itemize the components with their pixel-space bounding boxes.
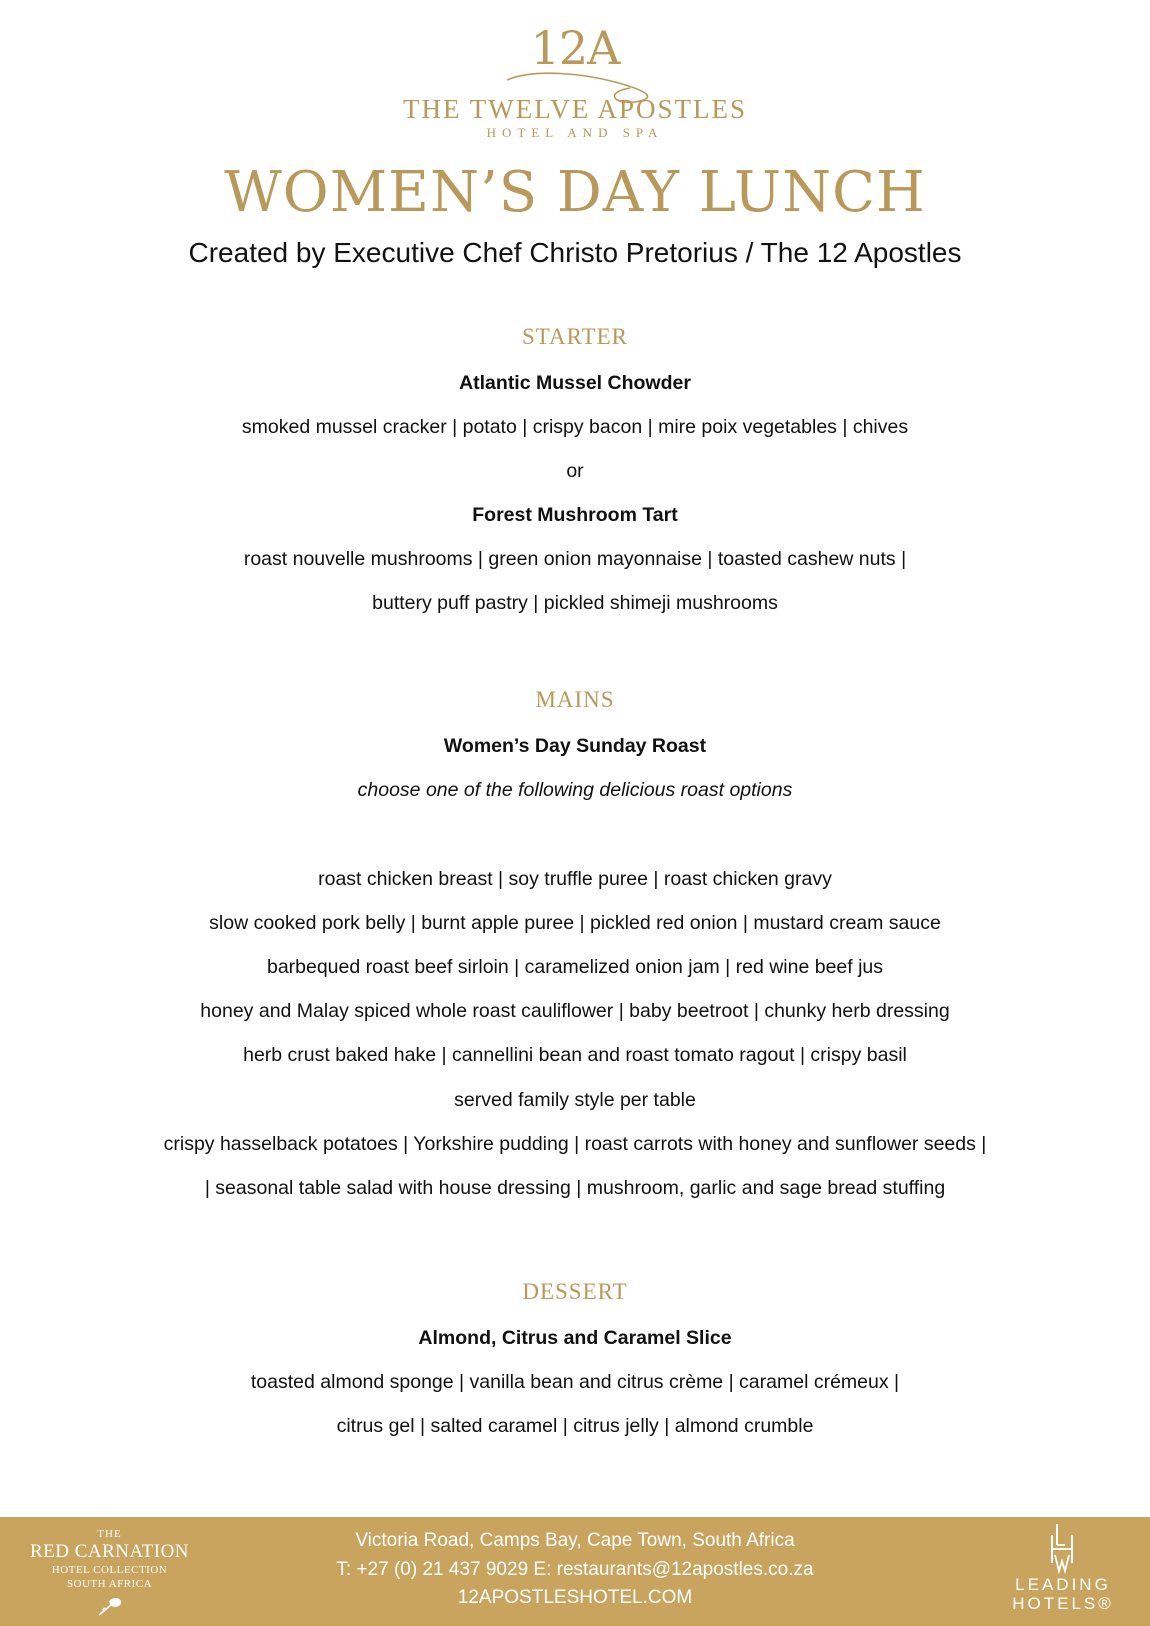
mains-heading: MAINS bbox=[535, 687, 615, 712]
dessert-heading: DESSERT bbox=[522, 1279, 628, 1304]
starter-dish-2-desc-2: buttery puff pastry | pickled shimeji mushrooms bbox=[372, 592, 778, 614]
starter-dish-1-desc: smoked mussel cracker | potato | crispy bacon | mire poix vegetables | chives bbox=[241, 416, 909, 438]
rc-line-1: HOTEL COLLECTION bbox=[51, 1564, 168, 1576]
footer-contact bbox=[0, 1527, 1150, 1613]
lh-line-2: HOTELS® bbox=[1012, 1594, 1114, 1613]
mains-option: slow cooked pork belly | burnt apple puree | pickled red onion | mustard cream sauce bbox=[209, 912, 941, 934]
rc-line-2: SOUTH AFRICA bbox=[66, 1578, 153, 1590]
starter-dish-2-desc-1: roast nouvelle mushrooms | green onion mayonnaise | toasted cashew nuts | bbox=[243, 548, 907, 570]
logo-hotel-name: THE TWELVE APOSTLES bbox=[402, 94, 747, 124]
dessert-desc-1: toasted almond sponge | vanilla bean and citrus crème | caramel crémeux | bbox=[250, 1371, 900, 1393]
footer-address: Victoria Road, Camps Bay, Cape Town, South Africa bbox=[355, 1530, 795, 1551]
footer-phone-email[interactable]: T: +27 (0) 21 437 9029 E: restaurants@12apostles.co.za bbox=[336, 1558, 814, 1580]
hotel-logo bbox=[0, 18, 1150, 142]
mains-option: roast chicken breast | soy truffle puree | roast chicken gravy bbox=[318, 868, 832, 890]
logo-hotel-sub: HOTEL AND SPA bbox=[486, 125, 664, 140]
rc-the: THE bbox=[97, 1528, 122, 1540]
mains-dish: Women’s Day Sunday Roast bbox=[443, 735, 707, 757]
mains-option: honey and Malay spiced whole roast cauliflower | baby beetroot | chunky herb dressing bbox=[200, 1000, 950, 1022]
rc-name: RED CARNATION bbox=[29, 1541, 190, 1562]
footer-website[interactable]: 12APOSTLESHOTEL.COM bbox=[457, 1587, 693, 1608]
mains-option: barbequed roast beef sirloin | caramelized onion jam | red wine beef jus bbox=[266, 956, 884, 978]
logo-mark-text: 12A bbox=[530, 21, 620, 75]
leading-hotels-mark-icon bbox=[1043, 1521, 1083, 1575]
starter-dish-2: Forest Mushroom Tart bbox=[472, 504, 678, 526]
mains-family-note: served family style per table bbox=[454, 1089, 696, 1111]
lh-line-1: LEADING bbox=[1015, 1575, 1111, 1594]
leading-hotels-logo bbox=[1003, 1521, 1123, 1613]
mains-sides-2: | seasonal table salad with house dressing | mushroom, garlic and sage bread stuffing bbox=[204, 1177, 946, 1199]
mains-note: choose one of the following delicious roast options bbox=[357, 779, 793, 801]
mains-option: herb crust baked hake | cannellini bean and roast tomato ragout | crispy basil bbox=[243, 1044, 907, 1066]
logo-swash-icon bbox=[495, 48, 665, 103]
starter-or: or bbox=[566, 460, 584, 482]
mains-sides-1: crispy hasselback potatoes | Yorkshire pudding | roast carrots with honey and sunflower seeds | bbox=[163, 1133, 987, 1155]
dessert-dish: Almond, Citrus and Caramel Slice bbox=[418, 1327, 732, 1349]
page-title: WOMEN’S DAY LUNCH bbox=[224, 160, 926, 225]
dessert-desc-2: citrus gel | salted caramel | citrus jelly | almond crumble bbox=[336, 1415, 814, 1437]
footer bbox=[0, 1517, 1150, 1626]
logo-mark bbox=[0, 18, 1150, 92]
starter-heading: STARTER bbox=[521, 324, 628, 349]
starter-dish-1: Atlantic Mussel Chowder bbox=[459, 372, 691, 394]
page-subtitle: Created by Executive Chef Christo Pretorius / The 12 Apostles bbox=[188, 237, 962, 268]
